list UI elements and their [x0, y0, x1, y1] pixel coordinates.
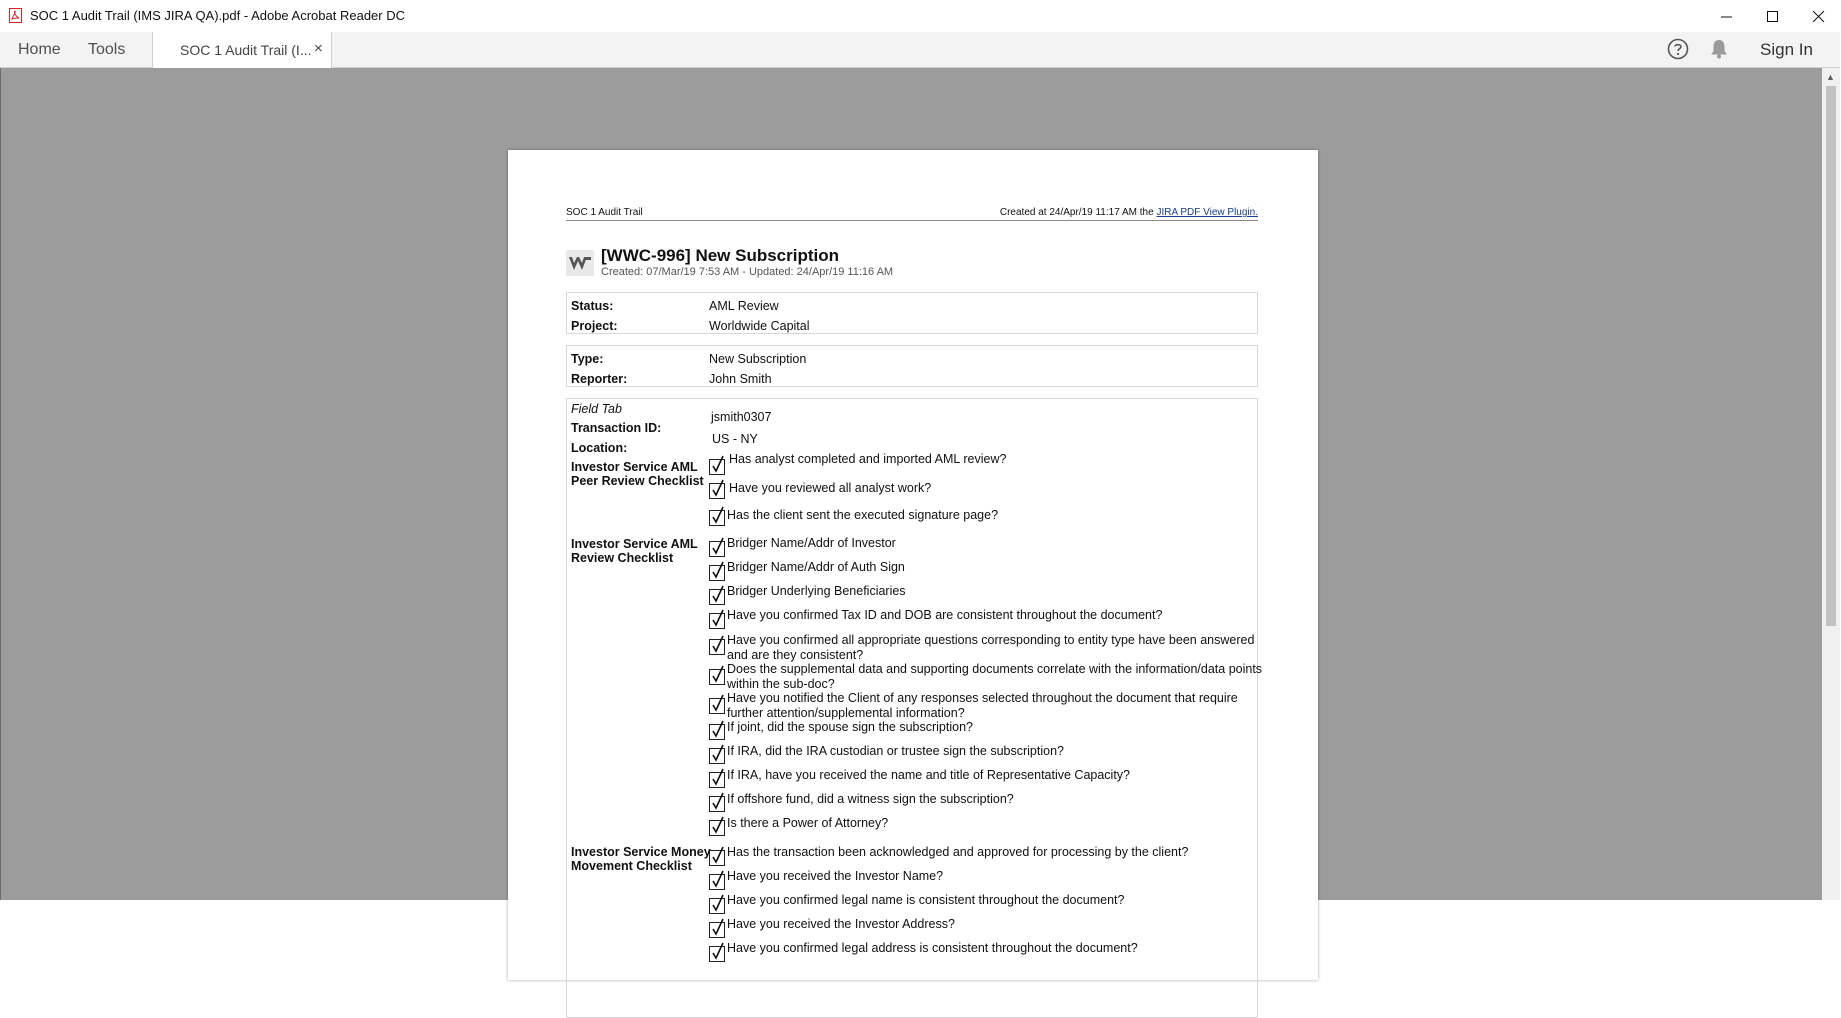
window-titlebar: [0, 0, 1840, 33]
app-tab-bar: [0, 32, 1840, 68]
checkmark-icon: [711, 479, 725, 497]
checkbox-checked: [709, 772, 725, 788]
checklist-item-text: Has the transaction been acknowledged and approved for processing by the client?: [727, 845, 1189, 859]
checklist-item-text: Is there a Power of Attorney?: [727, 816, 889, 830]
tools-tab[interactable]: Tools: [88, 41, 126, 58]
location-label: Location:: [571, 441, 628, 455]
checkbox-checked: [709, 698, 725, 714]
type-label: Type:: [571, 352, 604, 366]
page-header-title: SOC 1 Audit Trail: [566, 207, 643, 218]
type-reporter-box: [566, 345, 1258, 387]
checkbox-checked: [709, 898, 725, 914]
checkmark-icon: [711, 665, 725, 683]
checkmark-icon: [711, 635, 725, 653]
checkbox-checked: [709, 613, 725, 629]
document-tab-label: SOC 1 Audit Trail (I...: [180, 42, 312, 58]
checklist-item-text: Have you confirmed Tax ID and DOB are consistent throughout the document?: [727, 608, 1163, 622]
jira-plugin-link[interactable]: JIRA PDF View Plugin.: [1156, 207, 1258, 218]
checkmark-icon: [711, 768, 725, 786]
checkbox-checked: [709, 483, 725, 499]
close-tab-button[interactable]: ×: [314, 40, 323, 57]
checklist-item-text: Have you confirmed legal name is consistent throughout the document?: [727, 893, 1125, 907]
peer-review-checklist-label: Investor Service AML Peer Review Checklist: [571, 460, 704, 488]
checkmark-icon: [711, 694, 725, 712]
window-title: SOC 1 Audit Trail (IMS JIRA QA).pdf - Adobe Acrobat Reader DC: [30, 8, 405, 23]
issue-dates: Created: 07/Mar/19 7:53 AM - Updated: 24/Apr/19 11:16 AM: [601, 266, 894, 278]
checklist-item-text: If offshore fund, did a witness sign the subscription?: [727, 792, 1014, 806]
checkbox-checked: [709, 565, 725, 581]
checkbox-checked: [709, 820, 725, 836]
jira-issue-logo-icon: [566, 250, 594, 276]
maximize-icon: [1767, 11, 1778, 22]
page-header-created-text: Created at 24/Apr/19 11:17 AM the: [999, 207, 1154, 218]
checklist-item-text: If IRA, have you received the name and title of Representative Capacity?: [727, 768, 1131, 782]
checkbox-checked: [709, 510, 725, 526]
checkbox-checked: [709, 748, 725, 764]
checkbox-checked: [709, 589, 725, 605]
type-value: New Subscription: [709, 352, 807, 366]
checklist-item-text: Have you received the Investor Address?: [727, 917, 955, 931]
custom-fields-box: [566, 398, 1263, 1018]
checkbox-checked: [709, 724, 725, 740]
checklist-item-text: Bridger Name/Addr of Auth Sign: [727, 560, 905, 574]
minimize-icon: [1721, 11, 1732, 22]
pdf-page: [508, 150, 1318, 980]
document-tab[interactable]: [152, 32, 332, 68]
checklist-item-text: Has analyst completed and imported AML review?: [729, 452, 1007, 466]
status-project-box: [566, 292, 1258, 334]
checkmark-icon: [711, 609, 725, 627]
minimize-button[interactable]: [1703, 0, 1749, 32]
notifications-bell-icon[interactable]: [1709, 38, 1729, 65]
checklist-item-text: Have you received the Investor Name?: [727, 869, 944, 883]
project-value: Worldwide Capital: [709, 319, 810, 333]
scrollbar-thumb[interactable]: [1826, 86, 1836, 626]
aml-review-checklist-label: Investor Service AML Review Checklist: [571, 537, 698, 565]
status-label: Status:: [571, 299, 614, 313]
checkmark-icon: [711, 506, 725, 524]
checkmark-icon: [711, 816, 725, 834]
reporter-label: Reporter:: [571, 372, 628, 386]
document-viewer[interactable]: [0, 68, 1822, 955]
checkbox-checked: [709, 459, 725, 475]
checkbox-checked: [709, 850, 725, 866]
home-tab[interactable]: Home: [18, 41, 61, 58]
field-tab-label: Field Tab: [571, 402, 622, 416]
transaction-id-value: jsmith0307: [711, 410, 772, 424]
checklist-item-text: Has the client sent the executed signature page?: [727, 508, 999, 522]
project-label: Project:: [571, 319, 618, 333]
checkbox-checked: [709, 922, 725, 938]
header-divider: [566, 220, 1258, 221]
checklist-item-text: Have you confirmed all appropriate questions corresponding to entity type have been answered and are they consistent?: [727, 633, 1255, 662]
checklist-item-text: If IRA, did the IRA custodian or trustee sign the subscription?: [727, 744, 1064, 758]
reporter-value: John Smith: [709, 372, 772, 386]
checkmark-icon: [711, 870, 725, 888]
close-icon: [1813, 11, 1824, 22]
checklist-item-text: Have you confirmed legal address is consistent throughout the document?: [727, 941, 1138, 955]
checkbox-checked: [709, 946, 725, 962]
scroll-up-arrow-icon[interactable]: ▲: [1826, 72, 1835, 82]
status-value: AML Review: [709, 299, 779, 313]
checkbox-checked: [709, 639, 725, 655]
issue-title: [WWC-996] New Subscription: [601, 246, 840, 265]
money-movement-checklist-label: Investor Service Money Movement Checklist: [571, 845, 711, 873]
sign-in-link[interactable]: Sign In: [1760, 40, 1813, 59]
checkbox-checked: [709, 541, 725, 557]
transaction-id-label: Transaction ID:: [571, 421, 662, 435]
checklist-item-text: Bridger Underlying Beneficiaries: [727, 584, 906, 598]
maximize-button[interactable]: [1749, 0, 1795, 32]
page-header-created: [1000, 207, 1258, 218]
checklist-item-text: Have you notified the Client of any responses selected throughout the document that require further attention/supplemental information?: [727, 691, 1238, 720]
checklist-item-text: Does the supplemental data and supporting documents correlate with the information/data points within the sub-doc?: [727, 662, 1263, 691]
checkbox-checked: [709, 796, 725, 812]
checkmark-icon: [711, 744, 725, 762]
checkmark-icon: [711, 537, 725, 555]
checkmark-icon: [711, 455, 725, 473]
checkmark-icon: [711, 942, 725, 960]
checklist-item-text: Have you reviewed all analyst work?: [729, 481, 932, 495]
acrobat-pdf-icon: [9, 8, 22, 23]
checkmark-icon: [711, 894, 725, 912]
checkmark-icon: [711, 585, 725, 603]
checkmark-icon: [711, 561, 725, 579]
checkbox-checked: [709, 874, 725, 890]
checkbox-checked: [709, 669, 725, 685]
help-icon[interactable]: [1667, 38, 1689, 65]
checklist-item-text: Bridger Name/Addr of Investor: [727, 536, 896, 550]
checkmark-icon: [711, 846, 725, 864]
checkmark-icon: [711, 720, 725, 738]
checkmark-icon: [711, 918, 725, 936]
close-window-button[interactable]: [1795, 0, 1841, 32]
checkmark-icon: [711, 792, 725, 810]
location-value: US - NY: [712, 432, 758, 446]
checklist-item-text: If joint, did the spouse sign the subscription?: [727, 720, 973, 734]
